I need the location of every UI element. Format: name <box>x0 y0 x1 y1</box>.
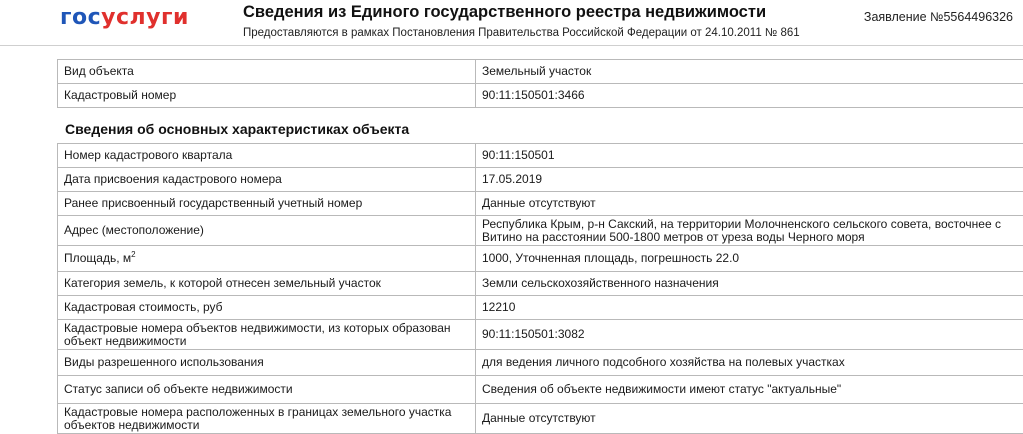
table-row <box>58 168 1023 192</box>
table-row <box>58 216 1023 246</box>
object-type-value: Земельный участок <box>476 60 1023 84</box>
category-value: Земли сельскохозяйственного назначения <box>476 272 1023 296</box>
table-row <box>58 192 1023 216</box>
document-header <box>0 0 1023 44</box>
table-row <box>58 84 1023 108</box>
section-title: Сведения об основных характеристиках объекта <box>65 121 409 137</box>
table-row <box>58 296 1023 320</box>
area-label-text: Площадь, м <box>64 251 131 265</box>
application-number: Заявление №5564496326 <box>864 10 1013 24</box>
document-title: Сведения из Единого государственного реестра недвижимости <box>243 3 766 22</box>
cost-label: Кадастровая стоимость, руб <box>58 296 476 320</box>
cost-value: 12210 <box>476 296 1023 320</box>
prev-number-value: Данные отсутствуют <box>476 192 1023 216</box>
table-row <box>58 144 1023 168</box>
cadastral-number-label: Кадастровый номер <box>58 84 476 108</box>
inside-objects-value: Данные отсутствуют <box>476 404 1023 434</box>
address-label: Адрес (местоположение) <box>58 216 476 246</box>
table-row <box>58 246 1023 272</box>
table-row <box>58 272 1023 296</box>
usage-value: для ведения личного подсобного хозяйства на полевых участках <box>476 350 1023 376</box>
table-row <box>58 60 1023 84</box>
document-subtitle: Предоставляются в рамках Постановления Правительства Российской Федерации от 24.10.2011 № 861 <box>243 27 800 39</box>
logo-part-gos: гос <box>60 5 101 30</box>
object-table <box>57 59 1023 108</box>
area-unit-superscript: 2 <box>131 250 135 259</box>
area-label <box>58 246 476 272</box>
usage-label: Виды разрешенного использования <box>58 350 476 376</box>
address-value: Республика Крым, р-н Сакский, на территории Молочненского сельского совета, восточнее с Витино на расстоянии 500-1800 метров от уреза воды Черного моря <box>476 216 1023 246</box>
logo-part-uslugi: услуги <box>101 5 189 30</box>
date-label: Дата присвоения кадастрового номера <box>58 168 476 192</box>
inside-objects-label: Кадастровые номера расположенных в границах земельного участка объектов недвижимости <box>58 404 476 434</box>
table-row <box>58 350 1023 376</box>
table-row <box>58 404 1023 434</box>
table-row <box>58 376 1023 404</box>
origin-value: 90:11:150501:3082 <box>476 320 1023 350</box>
status-label: Статус записи об объекте недвижимости <box>58 376 476 404</box>
status-value: Сведения об объекте недвижимости имеют статус "актуальные" <box>476 376 1023 404</box>
table-row <box>58 320 1023 350</box>
date-value: 17.05.2019 <box>476 168 1023 192</box>
quarter-value: 90:11:150501 <box>476 144 1023 168</box>
characteristics-table <box>57 143 1023 434</box>
prev-number-label: Ранее присвоенный государственный учетный номер <box>58 192 476 216</box>
header-divider <box>0 45 1023 46</box>
cadastral-number-value: 90:11:150501:3466 <box>476 84 1023 108</box>
area-value: 1000, Уточненная площадь, погрешность 22.0 <box>476 246 1023 272</box>
origin-label: Кадастровые номера объектов недвижимости, из которых образован объект недвижимости <box>58 320 476 350</box>
gosuslugi-logo[interactable] <box>60 5 189 30</box>
category-label: Категория земель, к которой отнесен земельный участок <box>58 272 476 296</box>
quarter-label: Номер кадастрового квартала <box>58 144 476 168</box>
object-type-label: Вид объекта <box>58 60 476 84</box>
